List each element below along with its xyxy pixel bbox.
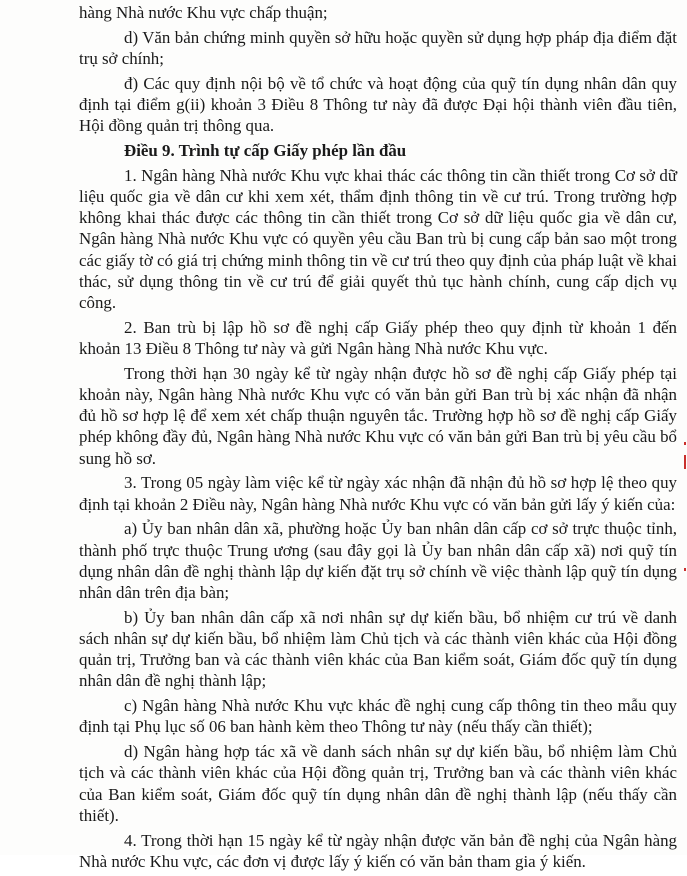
paragraph-continuation: hàng Nhà nước Khu vực chấp thuận; [79,3,328,22]
paragraph-clause-2-timeline: Trong thời hạn 30 ngày kể từ ngày nhận được hồ sơ đề nghị cấp Giấy phép tại khoản này, Ngân hàng Nhà nước Khu vực có văn bản gửi Ban trù bị xác nhận đã nhận đủ hồ sơ hợp lệ để xem xét chấp thuận nguyên tắc. Trường hợp hồ sơ đề nghị cấp Giấy phép không đầy đủ, Ngân hàng Nhà nước Khu vực có văn bản gửi Ban trù bị yêu cầu bổ sung hồ sơ. [79,363,677,468]
paragraph-clause-3-b: b) Ủy ban nhân dân cấp xã nơi nhân sự dự kiến bầu, bổ nhiệm cư trú về danh sách nhân sự dự kiến bầu, bổ nhiệm làm Chủ tịch và các thành viên khác của Hội đồng quản trị, Trưởng ban và các thành viên khác của Ban kiểm soát, Giám đốc quỹ tín dụng nhân dân đề nghị thành lập; [79,607,677,691]
paragraph-clause-1: 1. Ngân hàng Nhà nước Khu vực khai thác các thông tin cần thiết trong Cơ sở dữ liệu quốc gia về dân cư khi xem xét, thẩm định thông tin về cư trú. Trong trường hợp không khai thác được các thông tin cần thiết trong Cơ sở dữ liệu quốc gia về dân cư, Ngân hàng Nhà nước Khu vực có quyền yêu cầu Ban trù bị cung cấp bản sao một trong các giấy tờ có giá trị chứng minh thông tin về cư trú theo quy định của pháp luật về khai thác, sử dụng thông tin về cư trú để giải quyết thủ tục hành chính, cung cấp dịch vụ công. [79,165,677,313]
paragraph-clause-3-d: d) Ngân hàng hợp tác xã về danh sách nhân sự dự kiến bầu, bổ nhiệm làm Chủ tịch và các thành viên khác của Hội đồng quản trị, Trưởng ban và các thành viên khác của Ban kiểm soát, Giám đốc quỹ tín dụng nhân dân đề nghị thành lập (nếu thấy cần thiết). [79,742,677,825]
article-9-heading: Điều 9. Trình tự cấp Giấy phép lần đầu [124,141,407,160]
paragraph-item-dd: đ) Các quy định nội bộ về tổ chức và hoạt động của quỹ tín dụng nhân dân quy định tại điểm g(ii) khoản 3 Điều 8 Thông tư này đã được Đại hội thành viên đầu tiên, Hội đồng quản trị thông qua. [79,73,677,136]
paragraph-item-d: d) Văn bản chứng minh quyền sở hữu hoặc quyền sử dụng hợp pháp địa điểm đặt trụ sở chính; [79,27,677,68]
paragraph-clause-4: 4. Trong thời hạn 15 ngày kể từ ngày nhận được văn bản đề nghị của Ngân hàng Nhà nước Khu vực, các đơn vị được lấy ý kiến có văn bản tham gia ý kiến. [79,830,677,871]
margin-mark [684,455,686,469]
paragraph-clause-3: 3. Trong 05 ngày làm việc kể từ ngày xác nhận đã nhận đủ hồ sơ hợp lệ theo quy định tại khoản 2 Điều này, Ngân hàng Nhà nước Khu vực có văn bản gửi lấy ý kiến của: [79,473,677,514]
margin-mark [684,442,686,445]
paragraph-clause-3-c: c) Ngân hàng Nhà nước Khu vực khác đề nghị cung cấp thông tin theo mẫu quy định tại Phụ lục số 06 ban hành kèm theo Thông tư này (nếu thấy cần thiết); [79,696,677,737]
paragraph-clause-3-a: a) Ủy ban nhân dân xã, phường hoặc Ủy ban nhân dân cấp cơ sở trực thuộc tỉnh, thành phố trực thuộc Trung ương (sau đây gọi là Ủy ban nhân dân cấp xã) nơi quỹ tín dụng nhân dân đề nghị thành lập dự kiến đặt trụ sở chính về việc thành lập quỹ tín dụng nhân dân trên địa bàn; [79,519,677,603]
paragraph-clause-2: 2. Ban trù bị lập hồ sơ đề nghị cấp Giấy phép theo quy định từ khoản 1 đến khoản 13 Điều 8 Thông tư này và gửi Ngân hàng Nhà nước Khu vực. [79,317,677,359]
margin-mark [684,568,686,571]
document-body [79,2,677,876]
margin-marks [681,0,687,855]
